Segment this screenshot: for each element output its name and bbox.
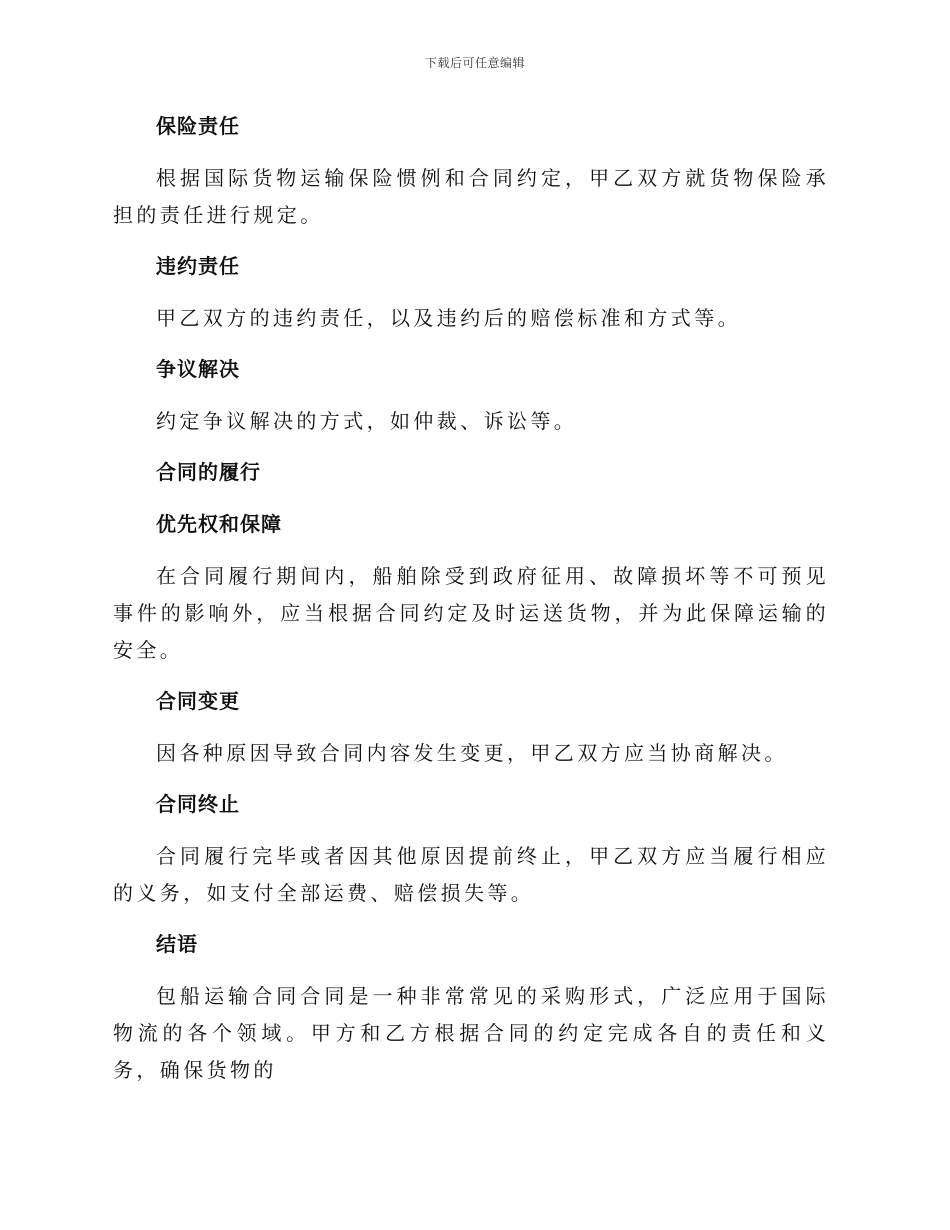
document-body — [113, 108, 829, 1089]
page-header: 下载后可任意编辑 — [424, 56, 525, 70]
section-body-termination: 合同履行完毕或者因其他原因提前终止，甲乙双方应当履行相应的义务，如支付全部运费、赔偿损失等。 — [113, 844, 829, 905]
section-body-change: 因各种原因导致合同内容发生变更，甲乙双方应当协商解决。 — [156, 741, 788, 765]
section-body-insurance: 根据国际货物运输保险惯例和合同约定，甲乙双方就货物保险承担的责任进行规定。 — [113, 166, 829, 227]
section-heading-priority: 优先权和保障 — [156, 512, 282, 536]
section-heading-change: 合同变更 — [156, 689, 240, 713]
section-heading-conclusion: 结语 — [156, 932, 198, 956]
section-heading-termination: 合同终止 — [156, 792, 240, 816]
section-body-dispute: 约定争议解决的方式，如仲裁、诉讼等。 — [156, 409, 578, 433]
section-heading-performance: 合同的履行 — [156, 460, 261, 484]
section-body-conclusion: 包船运输合同合同是一种非常常见的采购形式，广泛应用于国际物流的各个领域。甲方和乙方根据合同的约定完成各自的责任和义务，确保货物的 — [113, 984, 829, 1082]
section-body-priority: 在合同履行期间内，船舶除受到政府征用、故障损坏等不可预见事件的影响外，应当根据合同约定及时运送货物，并为此保障运输的安全。 — [113, 564, 829, 662]
section-body-breach: 甲乙双方的违约责任，以及违约后的赔偿标准和方式等。 — [156, 306, 741, 330]
section-heading-breach: 违约责任 — [156, 254, 240, 278]
section-heading-dispute: 争议解决 — [156, 357, 240, 381]
section-heading-insurance: 保险责任 — [156, 114, 240, 138]
